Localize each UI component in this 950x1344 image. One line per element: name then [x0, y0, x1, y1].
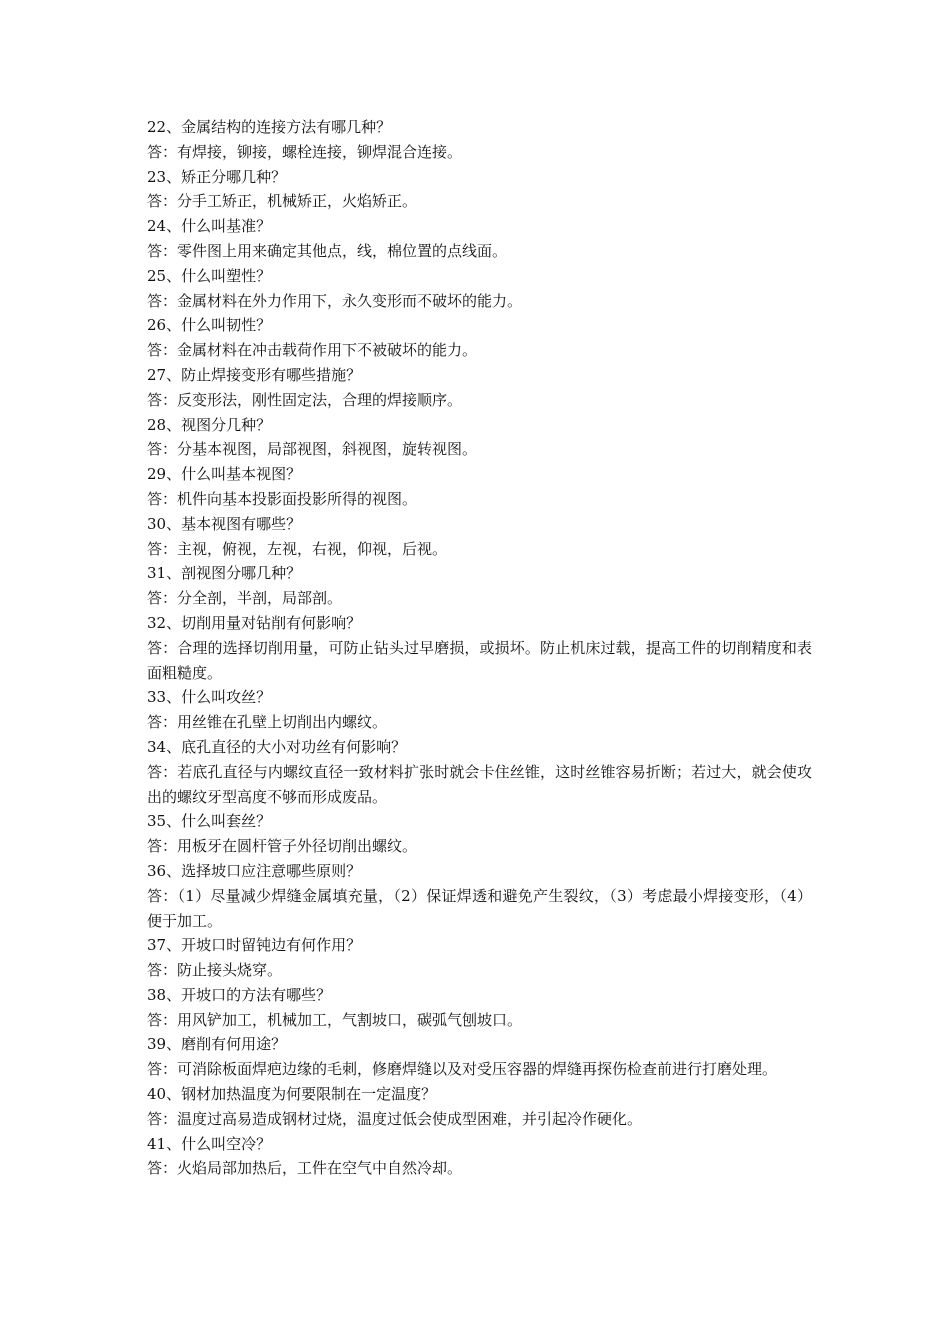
answer-26: 答：金属材料在冲击载荷作用下不被破坏的能力。 — [147, 341, 478, 360]
answer-39: 答：可消除板面焊疤边缘的毛刺，修磨焊缝以及对受压容器的焊缝再探伤检查前进行打磨处理。 — [147, 1060, 778, 1079]
answer-22: 答：有焊接，铆接，螺栓连接，铆焊混合连接。 — [147, 142, 463, 161]
question-41: 41、什么叫空冷？ — [147, 1134, 272, 1153]
answer-25: 答：金属材料在外力作用下，永久变形而不破坏的能力。 — [147, 291, 523, 310]
answer-33: 答：用丝锥在孔壁上切削出内螺纹。 — [147, 713, 388, 732]
question-40: 40、钢材加热温度为何要限制在一定温度？ — [147, 1085, 437, 1104]
answer-35: 答：用板牙在圆杆管子外径切削出螺纹。 — [147, 837, 418, 856]
question-39: 39、磨削有何用途？ — [147, 1035, 287, 1054]
question-31: 31、剖视图分哪几种？ — [147, 564, 302, 583]
question-32: 32、切削用量对钻削有何影响？ — [147, 613, 362, 632]
answer-36: 答：（1）尽量减少焊缝金属填充量，（2）保证焊透和避免产生裂纹，（3）考虑最小焊接变形，（4）便于加工。 — [147, 886, 812, 930]
answer-23: 答：分手工矫正，机械矫正，火焰矫正。 — [147, 192, 418, 211]
question-35: 35、什么叫套丝？ — [147, 812, 272, 831]
question-28: 28、视图分几种？ — [147, 415, 272, 434]
question-24: 24、什么叫基准？ — [147, 217, 272, 236]
answer-38: 答：用风铲加工，机械加工，气割坡口，碳弧气刨坡口。 — [147, 1010, 523, 1029]
question-38: 38、开坡口的方法有哪些？ — [147, 985, 332, 1004]
question-25: 25、什么叫塑性？ — [147, 266, 272, 285]
answer-37: 答：防止接头烧穿。 — [147, 961, 283, 980]
question-23: 23、矫正分哪几种？ — [147, 167, 287, 186]
answer-24: 答：零件图上用来确定其他点，线，棉位置的点线面。 — [147, 241, 508, 260]
document-body — [147, 115, 812, 1181]
question-29: 29、什么叫基本视图？ — [147, 465, 302, 484]
question-30: 30、基本视图有哪些？ — [147, 514, 302, 533]
answer-28: 答：分基本视图，局部视图，斜视图，旋转视图。 — [147, 440, 478, 459]
question-37: 37、开坡口时留钝边有何作用？ — [147, 936, 362, 955]
answer-29: 答：机件向基本投影面投影所得的视图。 — [147, 489, 418, 508]
answer-27: 答：反变形法，刚性固定法，合理的焊接顺序。 — [147, 390, 463, 409]
answer-32: 答：合理的选择切削用量，可防止钻头过早磨损，或损坏。防止机床过载，提高工件的切削精度和表面粗糙度。 — [147, 638, 812, 682]
question-33: 33、什么叫攻丝？ — [147, 688, 272, 707]
question-34: 34、底孔直径的大小对功丝有何影响？ — [147, 737, 407, 756]
question-22: 22、金属结构的连接方法有哪几种？ — [147, 118, 392, 136]
answer-34: 答：若底孔直径与内螺纹直径一致材料扩张时就会卡住丝锥，这时丝锥容易折断；若过大，就会使攻出的螺纹牙型高度不够而形成废品。 — [147, 762, 812, 806]
answer-41: 答：火焰局部加热后，工件在空气中自然冷却。 — [147, 1159, 463, 1178]
question-36: 36、选择坡口应注意哪些原则？ — [147, 861, 362, 880]
question-27: 27、防止焊接变形有哪些措施？ — [147, 365, 362, 384]
answer-31: 答：分全剖，半剖，局部剖。 — [147, 589, 343, 608]
answer-30: 答：主视，俯视，左视，右视，仰视，后视。 — [147, 539, 448, 558]
answer-40: 答：温度过高易造成钢材过烧，温度过低会使成型困难，并引起冷作硬化。 — [147, 1109, 643, 1128]
question-26: 26、什么叫韧性？ — [147, 316, 272, 335]
